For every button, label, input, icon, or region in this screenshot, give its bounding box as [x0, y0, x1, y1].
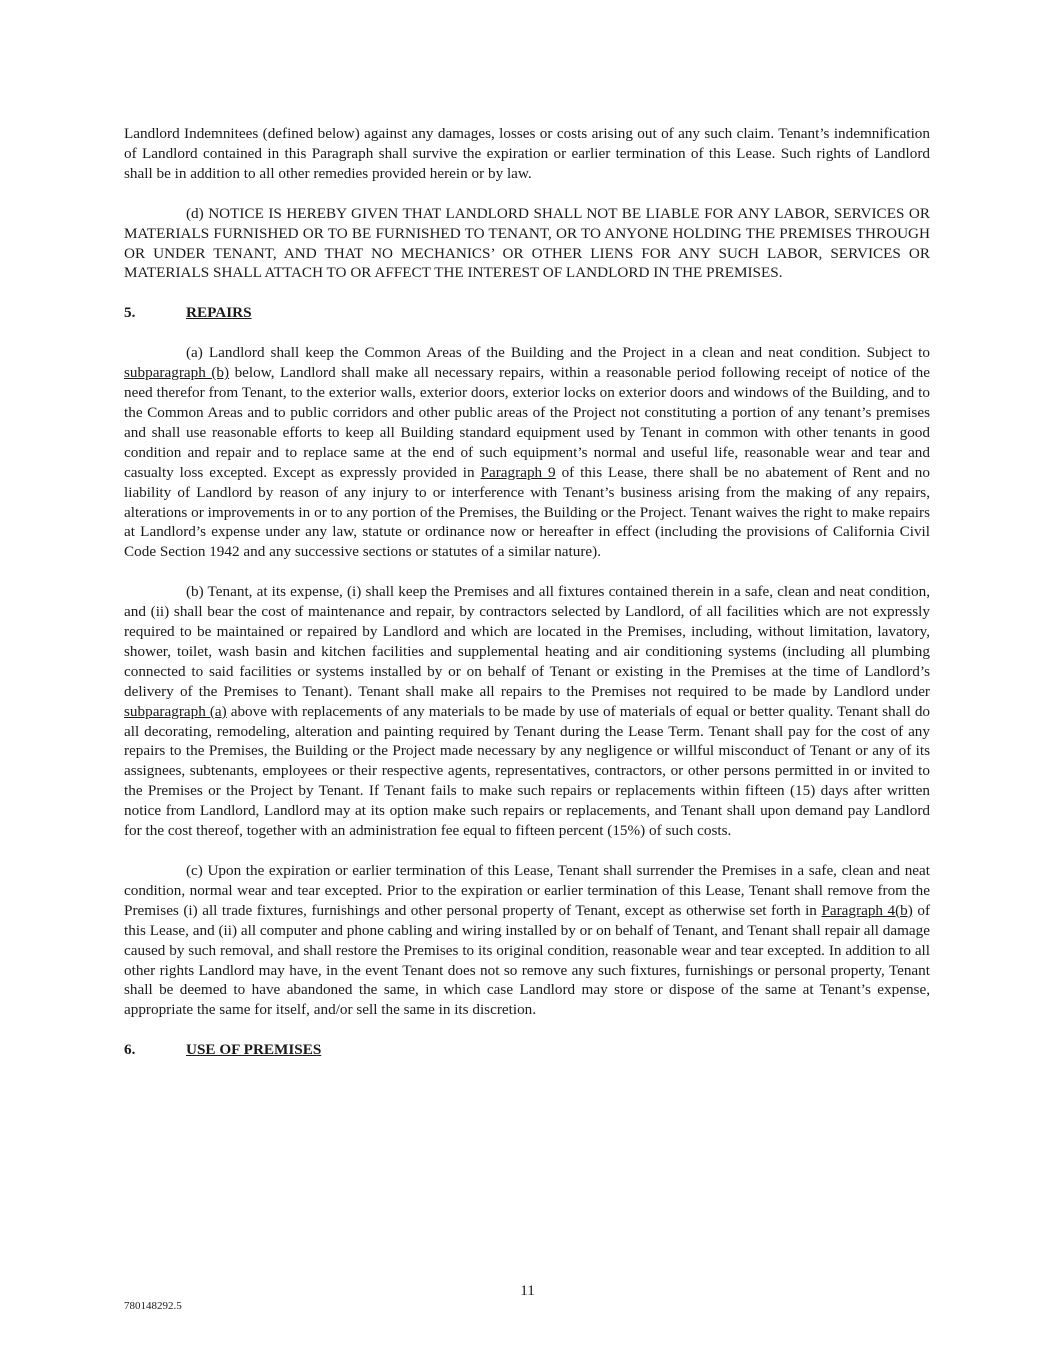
section-title: USE OF PREMISES: [186, 1041, 322, 1059]
paragraph-text: (b) Tenant, at its expense, (i) shall keep the Premises and all fixtures contained therein in a safe, clean and neat condition, and (ii) shall bear the cost of maintenance and repair, by contractors selected by Landlord, of all facilities which are not expressly required to be maintained or repaired by Landlord and which are located in the Premises, including, without limitation, lavatory, shower, toilet, wash basin and kitchen facilities and supplemental heating and air conditioning systems (including all plumbing connected to said facilities or systems installed by or on behalf of Tenant or existing in the Premises at the time of Landlord’s delivery of the Premises to Tenant). Tenant shall make all repairs to the Premises not required to be made by Landlord under: [124, 583, 930, 700]
paragraph-text: of this Lease, there shall be no abatement of Rent and no liability of Landlord by reason of any injury to or interference with Tenant’s business arising from the making of any repairs, alterations or improvements in or to any portion of the Premises, the Building or the Project. Tenant waives the right to make repairs at Landlord’s expense under any law, statute or ordinance now or hereafter in effect (including the provisions of California Civil Code Section 1942 and any successive sections or statutes of a similar nature).: [124, 463, 930, 561]
section-number: 6.: [124, 1041, 136, 1059]
paragraph-4d-notice: (d) NOTICE IS HEREBY GIVEN THAT LANDLORD SHALL NOT BE LIABLE FOR ANY LABOR, SERVICES OR MATERIALS FURNISHED OR TO BE FURNISHED TO TENANT, OR TO ANYONE HOLDING THE PREMISES THROUGH OR UNDER TENANT, AND THAT NO MECHANICS’ OR OTHER LIENS FOR ANY SUCH LABOR, SERVICES OR MATERIALS SHALL ATTACH TO OR AFFECT THE INTEREST OF LANDLORD IN THE PREMISES.: [124, 204, 930, 282]
section-title: REPAIRS: [186, 304, 252, 322]
page-number: 11: [520, 1282, 535, 1299]
cross-reference-link: Paragraph 4(b): [821, 901, 913, 919]
document-id: 780148292.5: [124, 1300, 182, 1312]
section-heading-repairs: [124, 303, 930, 323]
paragraph-text: (c) Upon the expiration or earlier termination of this Lease, Tenant shall surrender the Premises in a safe, clean and neat condition, normal wear and tear excepted. Prior to the expiration or earlier termination of this Lease, Tenant shall remove from the Premises (i) all trade fixtures, furnishings and other personal property of Tenant, except as otherwise set forth in: [124, 862, 930, 919]
paragraph-text: below, Landlord shall make all necessary repairs, within a reasonable period following receipt of notice of the need therefor from Tenant, to the exterior walls, exterior doors, exterior locks on exterior doors and windows of the Building, and to the Common Areas and to public corridors and other public areas of the Project not constituting a portion of any tenant’s premises and shall use reasonable efforts to keep all Building standard equipment used by Tenant in common with other tenants in good condition and repair and to replace same at the end of such equipment’s normal and useful life, reasonable wear and tear and casualty loss excepted. Except as expressly provided in: [124, 364, 930, 481]
paragraph-text: (a) Landlord shall keep the Common Areas of the Building and the Project in a clean and neat condition. Subject to: [186, 344, 930, 362]
paragraph-5c: [124, 861, 930, 1020]
cross-reference-link: Paragraph 9: [480, 463, 556, 481]
document-body: [124, 124, 930, 1080]
paragraph-5b: [124, 582, 930, 841]
paragraph-text: above with replacements of any materials to be made by use of materials of equal or better quality. Tenant shall do all decorating, remodeling, alteration and painting required by Tenant during the Lease Term. Tenant shall pay for the cost of any repairs to the Premises, the Building or the Project made necessary by any negligence or willful misconduct of Tenant or any of its assignees, subtenants, employees or their respective agents, representatives, contractors, or other persons permitted in or invited to the Premises or the Project by Tenant. If Tenant fails to make such repairs or replacements within fifteen (15) days after written notice from Landlord, Landlord may at its option make such repairs or replacements, and Tenant shall upon demand pay Landlord for the cost thereof, together with an administration fee equal to fifteen percent (15%) of such costs.: [124, 702, 931, 840]
section-number: 5.: [124, 304, 136, 322]
paragraph-5a: [124, 343, 930, 562]
cross-reference-link: subparagraph (b): [124, 364, 230, 382]
paragraph-text: of this Lease, and (ii) all computer and phone cabling and wiring installed by or on behalf of Tenant, and Tenant shall repair all damage caused by such removal, and shall restore the Premises to its original condition, reasonable wear and tear excepted. In addition to all other rights Landlord may have, in the event Tenant does not so remove any such fixtures, furnishings or personal property, Tenant shall be deemed to have abandoned the same, in which case Landlord may store or dispose of the same at Tenant’s expense, appropriate the same for itself, and/or sell the same in its discretion.: [124, 901, 930, 1019]
section-heading-use-of-premises: [124, 1040, 930, 1060]
cross-reference-link: subparagraph (a): [124, 702, 227, 720]
continuation-paragraph: Landlord Indemnitees (defined below) against any damages, losses or costs arising out of any such claim. Tenant’s indemnification of Landlord contained in this Paragraph shall survive the expiration or earlier termination of this Lease. Such rights of Landlord shall be in addition to all other remedies provided herein or by law.: [124, 125, 930, 182]
